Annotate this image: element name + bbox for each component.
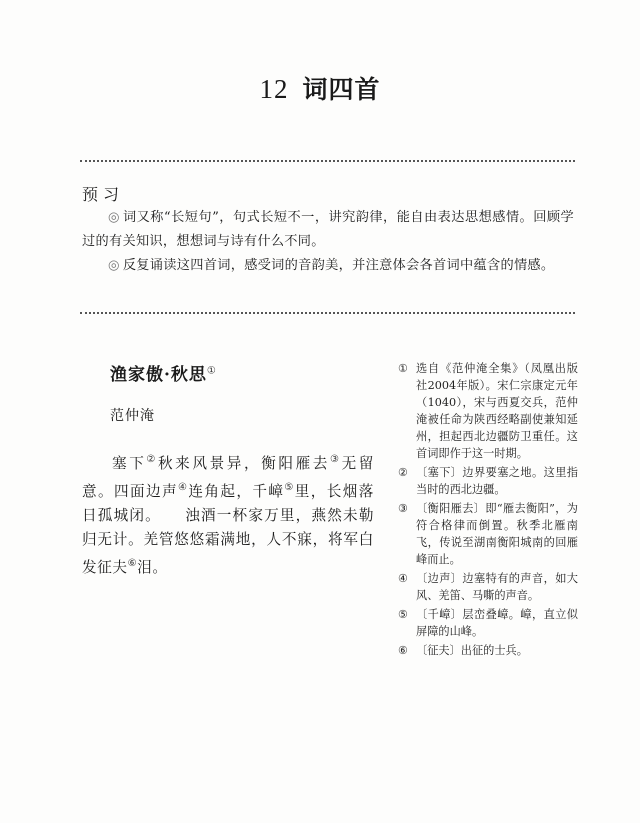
dotted-divider-top: [80, 160, 575, 162]
footnote-item: ③ 〔衡阳雁去〕即“雁去衡阳”，为符合格律而倒置。秋季北雁南飞，传说至湖南衡阳城南的回雁峰而止。: [398, 502, 578, 566]
preview-paragraph: ◎ 词又称“长短句”，句式长短不一，讲究韵律，能自由表达思想感情。回顾学过的有关知识，想想词与诗有什么不同。: [82, 210, 574, 249]
footnote-item: ① 选自《范仲淹全集》（凤凰出版社2004年版）。宋仁宗康定元年（1040），宋与西夏交兵，范仲淹被任命为陕西经略副使兼知延州，担起西北边疆防卫重任。这首词即作于这一时期。: [398, 362, 578, 460]
footnote-item: ⑤ 〔千嶂〕层峦叠嶂。嶂，直立似屏障的山峰。: [398, 608, 578, 638]
dotted-divider-bottom: [80, 312, 575, 314]
footnote-marker: ①: [206, 365, 217, 377]
poem-text: [82, 448, 374, 580]
footnote-item: ② 〔塞下〕边界要塞之地。这里指当时的西北边疆。: [398, 466, 578, 496]
poem-title: 渔家傲·秋思①: [110, 365, 217, 385]
lesson-number: 12: [259, 74, 289, 104]
footnote-marker: ②: [146, 454, 158, 465]
preview-paragraph: ◎ 反复诵读这四首词，感受词的音韵美，并注意体会各首词中蕴含的情感。: [108, 258, 555, 273]
footnotes: [398, 360, 578, 661]
double-circle-icon: ◎: [108, 210, 120, 225]
footnote-marker: ⑤: [284, 481, 295, 493]
preview-heading: 预习: [82, 185, 125, 204]
poem-author: 范仲淹: [110, 408, 155, 424]
footnote-marker: ③: [330, 454, 342, 465]
preview-section: [82, 206, 574, 278]
footnote-marker: ⑥: [127, 557, 138, 569]
page-title: [0, 70, 640, 106]
footnote-item: ⑥ 〔征夫〕出征的士兵。: [398, 644, 528, 657]
footnote-marker: ④: [178, 481, 189, 493]
footnote-item: ④ 〔边声〕边塞特有的声音，如大风、羌笛、马嘶的声音。: [398, 572, 578, 602]
poem-stanza: 塞下②秋来风景异，衡阳雁去③无留意。四面边声④连角起，千嶂⑤里，长烟落日孤城闭。 浊酒一杯家万里，燕然未勒归无计。羌管悠悠霜满地，人不寐，将军白发征夫⑥泪。: [82, 454, 375, 576]
double-circle-icon: ◎: [108, 258, 120, 273]
lesson-title: 词四首: [302, 75, 381, 104]
